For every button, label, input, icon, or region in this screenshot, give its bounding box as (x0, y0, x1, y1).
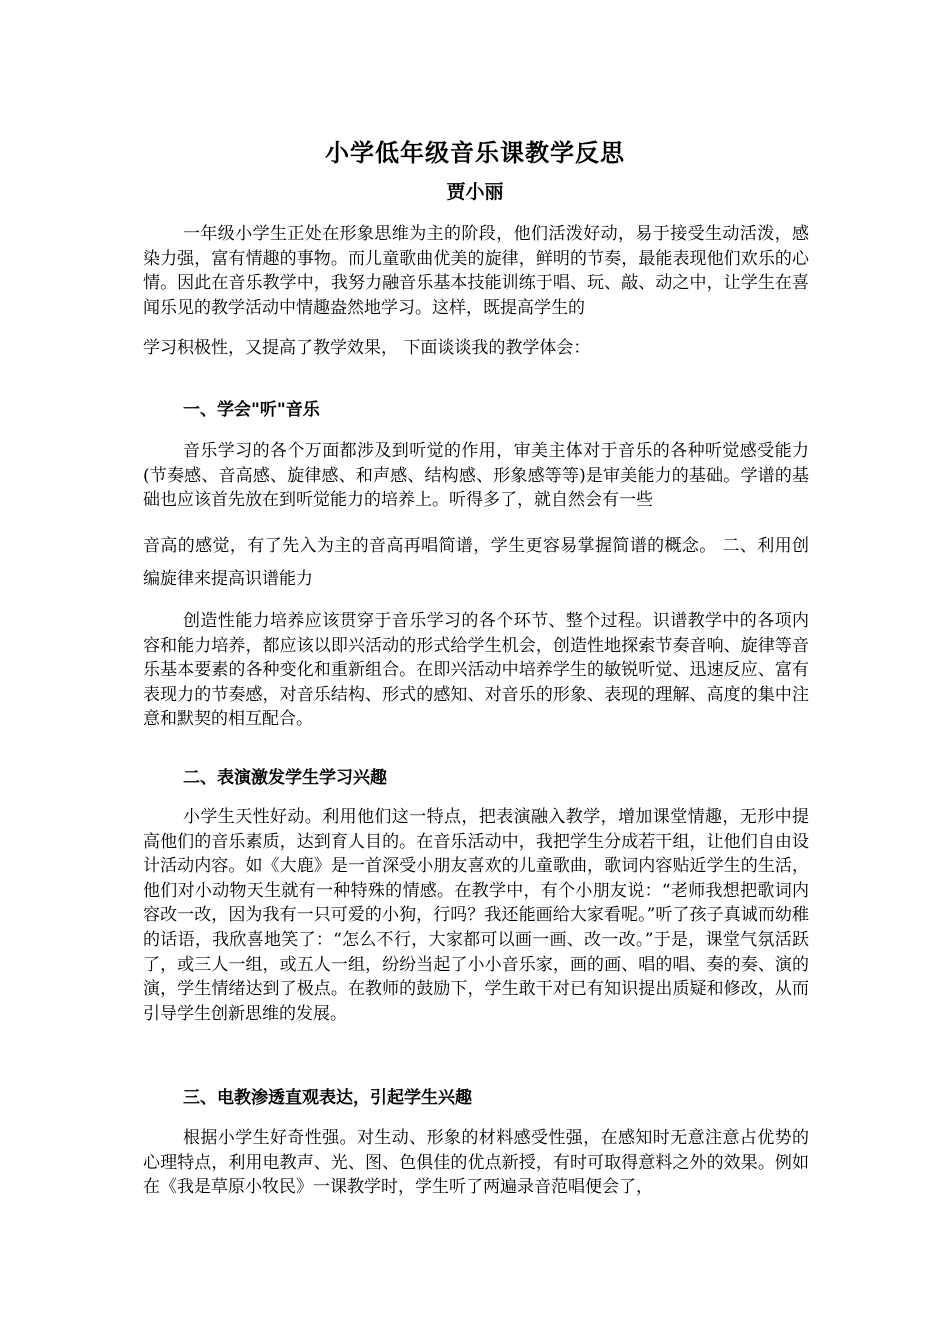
intro-paragraph-continued: 学习积极性，又提高了教学效果， 下面谈谈我的教学体会： (143, 338, 591, 358)
document-title: 小学低年级音乐课教学反思 (325, 138, 625, 167)
section-1-paragraph-continued: 音高的感觉，有了先入为主的音高再唱简谱，学生更容易掌握简谱的概念。 二、利用创编旋律来提高识谱能力 (143, 536, 809, 589)
section-3-paragraph: 根据小学生好奇性强。对生动、形象的材料感受性强，在感知时无意注意占优势的心理特点，利用电教声、光、图、色俱佳的优点新授，有时可取得意料之外的效果。例如在《我是草原小牧民》一课教学时，学生听了两遍录音范唱便会了， (143, 1128, 809, 1198)
section-heading-1: 一、学会"听"音乐 (183, 400, 320, 420)
section-2-paragraph: 小学生天性好动。利用他们这一特点，把表演融入教学，增加课堂情趣，无形中提高他们的音乐素质，达到育人目的。在音乐活动中，我把学生分成若干组，让他们自由设计活动内容。如《大鹿》是一首深受小朋友喜欢的儿童歌曲，歌词内容贴近学生的生活，他们对小动物天生就有一种特殊的情感。在教学中，有个小朋友说：“老师我想把歌词内容改一改，因为我有一只可爱的小狗，行吗？我还能画给大家看呢。”听了孩子真诚而幼稚的话语，我欣喜地笑了：“怎么不行，大家都可以画一画、改一改。”于是，课堂气氛活跃了，或三人一组，或五人一组，纷纷当起了小小音乐家，画的画、唱的唱、奏的奏、演的演，学生情绪达到了极点。在教师的鼓励下，学生敢干对已有知识提出质疑和修改，从而引导学生创新思维的发展。 (143, 807, 809, 1024)
document-author: 贾小丽 (446, 181, 504, 203)
intro-paragraph: 一年级小学生正处在形象思维为主的阶段，他们活泼好动，易于接受生动活泼，感染力强，富有情趣的事物。而儿童歌曲优美的旋律，鲜明的节奏，最能表现他们欢乐的心情。因此在音乐教学中，我努力融音乐基本技能训练于唱、玩、敲、动之中，让学生在喜闻乐见的教学活动中情趣盎然地学习。这样，既提高学生的 (143, 224, 809, 318)
section-1-paragraph: 音乐学习的各个万面都涉及到听觉的作用，审美主体对于音乐的各种听觉感受能力(节奏感、音高感、旋律感、和声感、结构感、形象感等等)是审美能力的基础。学谱的基础也应该首先放在到听觉能力的培养上。听得多了，就自然会有一些 (143, 441, 809, 510)
section-heading-2: 二、表演激发学生学习兴趣 (183, 768, 387, 788)
section-1-paragraph-creativity: 创造性能力培养应该贯穿于音乐学习的各个环节、整个过程。识谱教学中的各项内容和能力培养，都应该以即兴活动的形式给学生机会，创造性地探索节奏音响、旋律等音乐基本要素的各种变化和重新组合。在即兴活动中培养学生的敏锐听觉、迅速反应、富有表现力的节奏感，对音乐结构、形式的感知、对音乐的形象、表现的理解、高度的集中注意和默契的相互配合。 (143, 611, 809, 730)
section-heading-3: 三、电教渗透直观表达，引起学生兴趣 (183, 1088, 472, 1108)
